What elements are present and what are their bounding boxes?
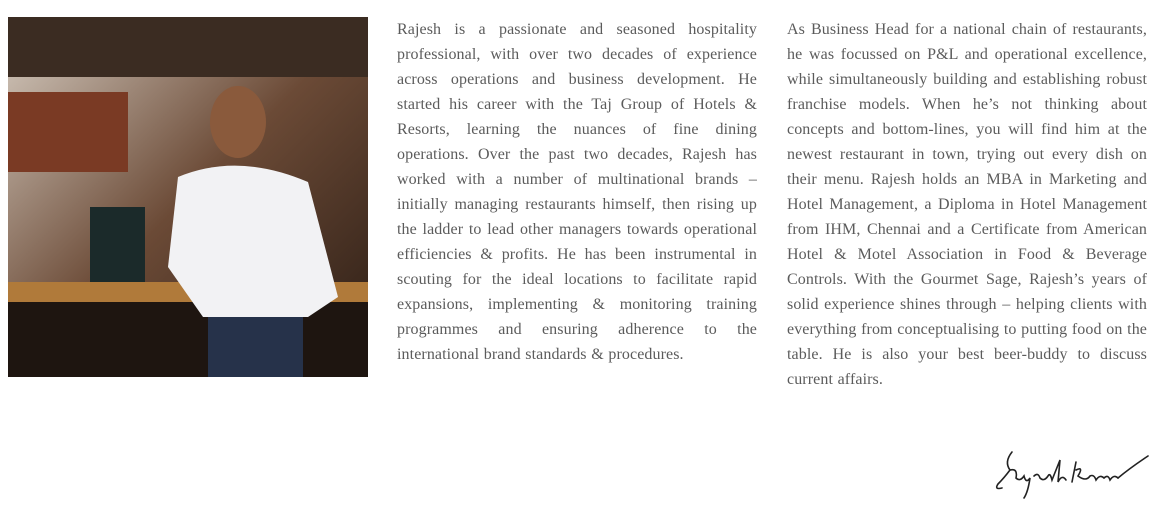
signature bbox=[990, 448, 1150, 500]
bio-paragraph-2: As Business Head for a national chain of restaurants, he was focussed on P&L and operational excellence, while simultaneously building and establishing robust franchise models. When he’s not thinking about concepts and bottom-lines, you will find him at the newest restaurant in town, trying out every dish on their menu. Rajesh holds an MBA in Marketing and Hotel Management, a Diploma in Hotel Management from IHM, Chennai and a Certificate from American Hotel & Motel Association in Food & Beverage Controls. With the Gourmet Sage, Rajesh’s years of solid experience shines through – helping clients with everything from conceptualising to putting food on the table. He is also your best beer-buddy to discuss current affairs. bbox=[787, 21, 1147, 388]
bio-paragraph-1: Rajesh is a passionate and seasoned hospitality professional, with over two decades of experience across operations and business development. He started his career with the Taj Group of Hotels & Resorts, learning the nuances of fine dining operations. Over the past two decades, Rajesh has worked with a number of multinational brands – initially managing restaurants himself, then rising up the ladder to lead other managers towards operational efficiencies & profits. He has been instrumental in scouting for the ideal locations to facilitate rapid expansions, implementing & monitoring training programmes and ensuring adherence to the international brand standards & procedures. bbox=[397, 21, 757, 363]
profile-photo bbox=[8, 17, 368, 377]
